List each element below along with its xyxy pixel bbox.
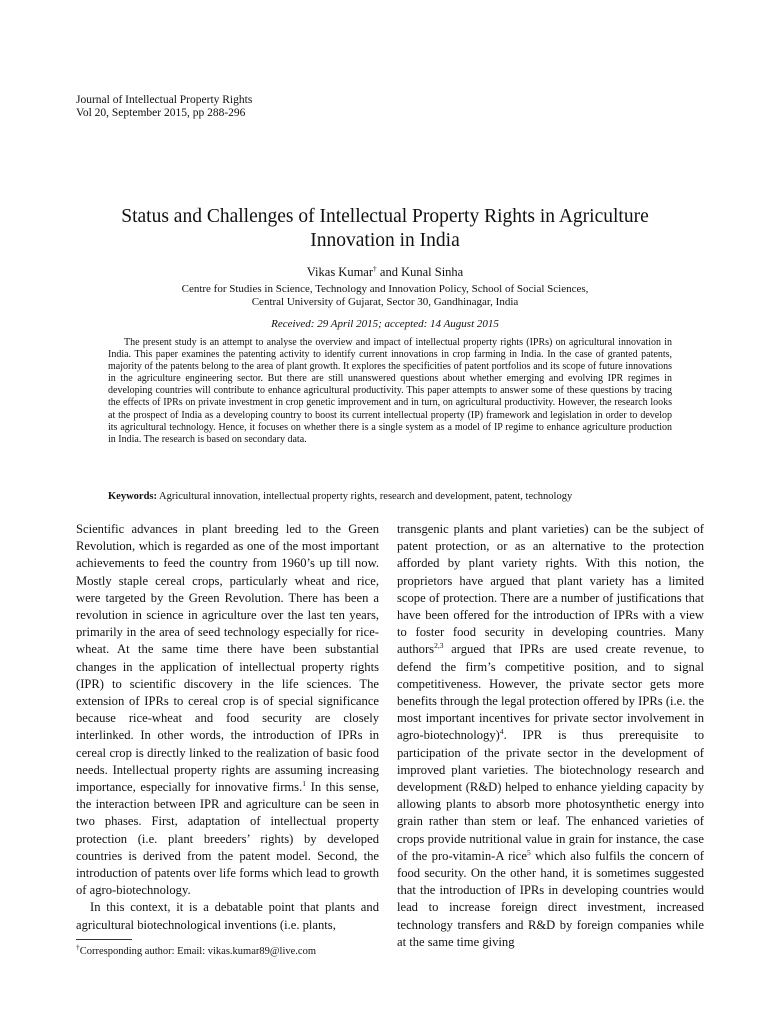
body-paragraph-2: In this context, it is a debatable point that plants and agricultural biotechnological inventions (i.e. plants, xyxy=(76,900,379,932)
author-1: Vikas Kumar xyxy=(306,265,374,279)
author-line xyxy=(60,265,710,280)
citation-ref: 1 xyxy=(302,778,306,788)
title-line-2: Innovation in India xyxy=(310,230,460,251)
affiliation-line-2: Central University of Gujarat, Sector 30, Gandhinagar, India xyxy=(251,296,519,308)
citation-ref: 4 xyxy=(499,727,504,737)
body-column-right xyxy=(397,521,704,951)
corresponding-mark: † xyxy=(373,263,377,273)
paper-title xyxy=(60,205,710,253)
citation-ref: 2,3 xyxy=(434,641,444,651)
abstract-text: The present study is an attempt to analyse the overview and impact of intellectual property rights (IPRs) on agricultural innovation in India. This paper examines the patenting activity to identify current innovations in crop farming in India. In the case of granted patents, majority of the patents belong to the area of plant growth. It explores the specificities of patent portfolios and its scope of future innovations in the agriculture engineering sector. But there are still unanswered questions about whether emerging and evolving IPR regimes in developing countries will contribute to enhance agricultural productivity. This paper attempts to answer some of these questions by tracing the effects of IPRs on private investment in crop genetic improvement and in turn, on agricultural productivity. However, the research looks at the prospect of India as a developing country to boost its current intellectual property (IP) framework and legislation in order to develop its agricultural technology. Hence, it focuses on whether there is a single system as a model of IP regime to enhance agriculture production in India. The research is based on secondary data. xyxy=(108,337,672,445)
journal-issue: Vol 20, September 2015, pp 288-296 xyxy=(76,107,246,119)
title-line-1: Status and Challenges of Intellectual Property Rights in Agriculture xyxy=(121,206,649,227)
keywords-label: Keywords: xyxy=(108,491,157,502)
body-text: Scientific advances in plant breeding led to the Green Revolution, which is regarded as one of the most important achievements to feed the country from 1960’s up till now. Mostly staple cereal crops, particularly wheat and rice, were targeted by the Green Revolution. There has been a revolution in science in agriculture over the last ten years, primarily in the area of seed technology especially for rice-wheat. At the same time there have been substantial changes in the application of intellectual property rights (IPR) to scientific discovery in the life sciences. The extension of IPRs to cereal crop is of special significance because rice-wheat and food security are closely interlinked. In other words, the introduction of IPRs in cereal crop is directly linked to the realization of basic food needs. Intellectual property rights are assuming increasing importance, especially for innovative firms. xyxy=(76,522,379,795)
body-column-left xyxy=(76,521,379,934)
footnote-divider xyxy=(76,939,132,940)
footnote xyxy=(76,942,316,957)
affiliation xyxy=(60,283,710,309)
body-text: which also fulfils the concern of food security. On the other hand, it is sometimes suggested that the introduction of IPRs in developing countries would lead to increase foreign direct investment, increased technology transfers and R&D by foreign companies while at the same time giving xyxy=(397,848,704,949)
journal-name: Journal of Intellectual Property Rights xyxy=(76,94,253,106)
author-2: and Kunal Sinha xyxy=(376,265,464,279)
citation-ref: 5 xyxy=(526,847,531,857)
body-paragraph-1 xyxy=(76,521,379,899)
keywords xyxy=(108,491,672,503)
journal-header xyxy=(76,94,252,120)
footnote-mark: † xyxy=(76,942,80,952)
body-text: transgenic plants and plant varieties) can be the subject of patent protection, or as an alternative to the protection afforded by plant variety rights. With this notion, the proprietors have argued that plant variety has a limited scope of protection. There are a number of justifications that have been offered for the introduction of IPRs with a view to foster food security in developing countries. Many authors xyxy=(397,522,704,657)
body-text: argued that IPRs are used create revenue, to defend the firm’s competitive position, and to signal competitiveness. However, the private sector gets more benefits through the legal protection offered by IPRs (i.e. the most important incentives for private sector involvement in agro-biotechnology) xyxy=(397,642,704,743)
footnote-text: Corresponding author: Email: vikas.kumar89@live.com xyxy=(79,946,316,957)
affiliation-line-1: Centre for Studies in Science, Technology and Innovation Policy, School of Social Sciences, xyxy=(181,283,589,295)
keywords-text: Agricultural innovation, intellectual property rights, research and development, patent, technology xyxy=(157,491,573,502)
body-paragraph-3 xyxy=(397,521,704,951)
abstract xyxy=(108,337,672,446)
received-dates: Received: 29 April 2015; accepted: 14 August 2015 xyxy=(271,318,499,330)
body-text: In this sense, the interaction between IPR and agriculture can be seen in two phases. First, adaptation of intellectual property protection (i.e. plant breeders’ rights) by developed countries is derived from the patent model. Second, the introduction of patents over life forms which lead to growth of agro-biotechnology. xyxy=(76,780,379,898)
body-text: . IPR is thus prerequisite to participation of the private sector in the development of improved plant varieties. The biotechnology research and development (R&D) helped to enhance yielding capacity by allowing plants to absorb more photosynthetic energy into grain rather than stem or leaf. The enhanced varieties of crops provide nutritional value in grain for instance, the case of the pro-vitamin-A rice xyxy=(397,728,704,863)
